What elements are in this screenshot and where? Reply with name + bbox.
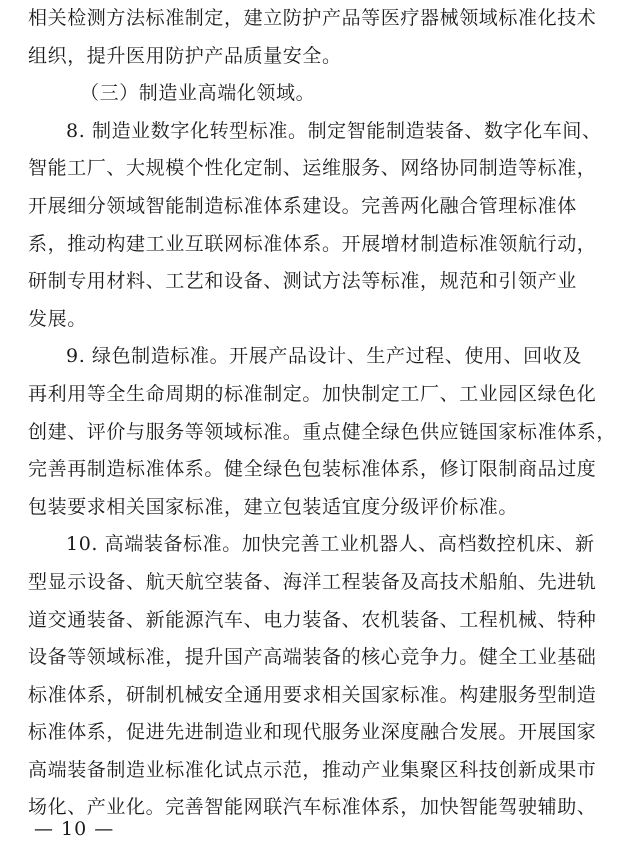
text-line: 完善再制造标准体系。健全绿色包装标准体系，修订限制商品过度: [28, 458, 597, 481]
text-line: 标准体系，促进先进制造业和现代服务业深度融合发展。开展国家: [28, 721, 597, 744]
paragraph-start: 8. 制造业数字化转型标准。制定智能制造装备、数字化车间、: [66, 119, 602, 142]
text-line: 组织，提升医用防护产品质量安全。: [28, 44, 342, 67]
text-line: 研制专用材料、工艺和设备、测试方法等标准，规范和引领产业: [28, 270, 577, 293]
text-line: 道交通装备、新能源汽车、电力装备、农机装备、工程机械、特种: [28, 608, 597, 631]
page-number: — 10 —: [34, 818, 115, 840]
text-line: 系，推动构建工业互联网标准体系。开展增材制造标准领航行动，: [28, 232, 597, 255]
text-line: 包装要求相关国家标准，建立包装适宜度分级评价标准。: [28, 495, 519, 518]
paragraph-start: 10. 高端装备标准。加快完善工业机器人、高档数控机床、新: [66, 533, 595, 556]
text-line: 发展。: [28, 307, 87, 330]
text-line: 创建、评价与服务等领域标准。重点健全绿色供应链国家标准体系，: [28, 420, 617, 443]
text-line: 设备等领域标准，提升国产高端装备的核心竞争力。健全工业基础: [28, 646, 597, 669]
text-line: 型显示设备、航天航空装备、海洋工程装备及高技术船舶、先进轨: [28, 570, 597, 593]
body-text: [28, 0, 617, 827]
text-line: 高端装备制造业标准化试点示范，推动产业集聚区科技创新成果市: [28, 758, 597, 781]
paragraph-start: 9. 绿色制造标准。开展产品设计、生产过程、使用、回收及: [66, 345, 582, 368]
text-line: 再利用等全生命周期的标准制定。加快制定工厂、工业园区绿色化: [28, 382, 597, 405]
text-line: 标准体系，研制机械安全通用要求相关国家标准。构建服务型制造: [28, 683, 597, 706]
text-line: 场化、产业化。完善智能网联汽车标准体系，加快智能驾驶辅助、: [28, 796, 597, 819]
text-line: 相关检测方法标准制定，建立防护产品等医疗器械领域标准化技术: [28, 7, 597, 29]
text-line: 开展细分领域智能制造标准体系建设。完善两化融合管理标准体: [28, 194, 577, 217]
text-line: 智能工厂、大规模个性化定制、运维服务、网络协同制造等标准，: [28, 157, 597, 180]
section-heading: （三）制造业高端化领域。: [80, 82, 316, 105]
